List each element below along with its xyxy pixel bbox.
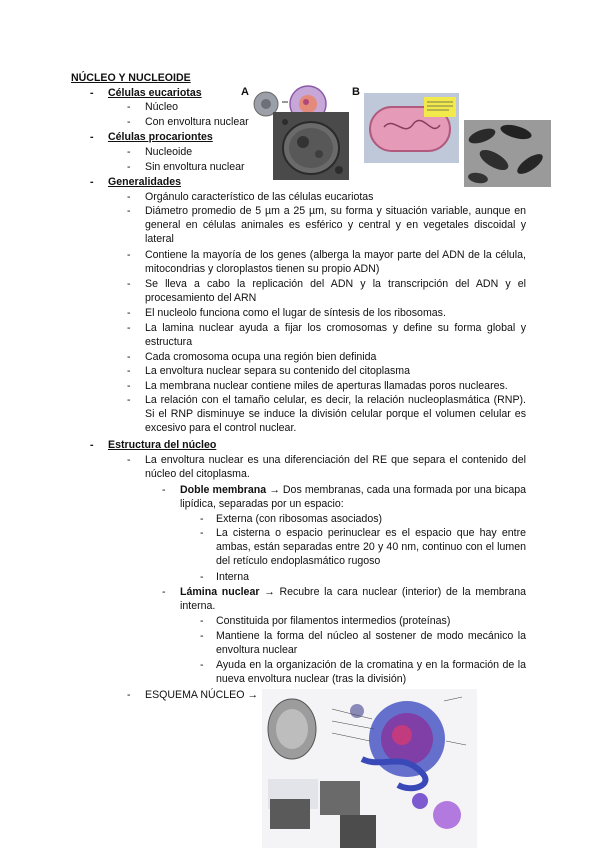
list-item: - La cisterna o espacio perinuclear es el espacio que hay entre ambas, están separadas entre 20 y 40 nm, continuo con el lumen del retículo endoplasmático rugoso — [216, 526, 526, 568]
page-title: NÚCLEO Y NUCLEOIDE — [71, 72, 191, 84]
lamina-nuclear-item — [180, 585, 526, 613]
nucleus-micrograph-image — [273, 112, 349, 180]
list-item: - La envoltura nuclear es una diferenciación del RE que separa el contenido del núcleo del citoplasma. — [145, 453, 526, 481]
list-item: - Constituida por filamentos intermedios (proteínas) — [216, 614, 450, 628]
list-item: - Orgánulo característico de las células eucariotas — [145, 190, 373, 204]
list-item: - Con envoltura nuclear — [145, 115, 249, 129]
heading-eucariotas: - Células eucariotas — [108, 86, 202, 100]
list-item: - Se lleva a cabo la replicación del ADN y la transcripción del ADN y el procesamiento del ARN — [145, 277, 526, 305]
prokaryotic-cell-figure — [364, 93, 459, 163]
list-item: - La membrana nuclear contiene miles de aperturas llamadas poros nucleares. — [145, 379, 508, 393]
list-item: - Externa (con ribosomas asociados) — [216, 512, 382, 526]
list-item: - Cada cromosoma ocupa una región bien definida — [145, 350, 376, 364]
nucleus-schema-figure — [262, 689, 477, 848]
list-item: - Núcleo — [145, 100, 178, 114]
nucleus-schema-illustration — [262, 689, 477, 848]
list-item: - La envoltura nuclear separa su contenido del citoplasma — [145, 364, 410, 378]
list-item: - La relación con el tamaño celular, es decir, la relación nucleoplasmática (RNP). Si el RNP disminuye se induce la división celular porque el volumen celular es excesivo para el control nuclear. — [145, 393, 526, 435]
list-item: - Contiene la mayoría de los genes (alberga la mayor parte del ADN de la célula, mitocondrias y cloroplastos tienen su propio ADN) — [145, 248, 526, 276]
esquema-label: - ESQUEMA NÚCLEO → — [145, 688, 258, 702]
list-item: - El nucleolo funciona como el lugar de síntesis de los ribosomas. — [145, 306, 446, 320]
heading-procariontes: - Células procariontes — [108, 130, 213, 144]
list-item: - Mantiene la forma del núcleo al sostener de modo mecánico la envoltura nuclear — [216, 629, 526, 657]
figure-label-a: A — [241, 86, 249, 98]
bacteria-micrograph — [464, 120, 551, 187]
list-item: - Diámetro promedio de 5 µm a 25 µm, su forma y situación variable, aunque en general en células animales es esférico y central y en vegetales discoidal y lateral — [145, 204, 526, 246]
definition: → Recubre la cara nuclear (interior) de la membrana interna. — [180, 586, 527, 612]
doble-membrana-item — [180, 483, 526, 511]
prokaryotic-cell-illustration — [364, 93, 459, 163]
term: Lámina nuclear — [180, 586, 260, 598]
list-item: - Nucleoide — [145, 145, 192, 159]
list-item: - Sin envoltura nuclear — [145, 160, 245, 174]
definition: → Dos membranas, cada una formada por una bicapa lipídica, separadas por un espacio: — [180, 484, 526, 510]
heading-generalidades: - Generalidades — [108, 175, 181, 189]
list-item: - La lamina nuclear ayuda a fijar los cromosomas y define su forma global y estructura — [145, 321, 526, 349]
nucleus-micrograph — [273, 112, 349, 180]
bacteria-micrograph-image — [464, 120, 551, 187]
term: Doble membrana — [180, 484, 267, 496]
list-item: - Ayuda en la organización de la cromatina y en la formación de la nueva envoltura nuclear (tras la división) — [216, 658, 526, 686]
figure-label-b: B — [352, 86, 360, 98]
heading-estructura: - Estructura del núcleo — [108, 438, 216, 452]
list-item: - Interna — [216, 570, 249, 584]
